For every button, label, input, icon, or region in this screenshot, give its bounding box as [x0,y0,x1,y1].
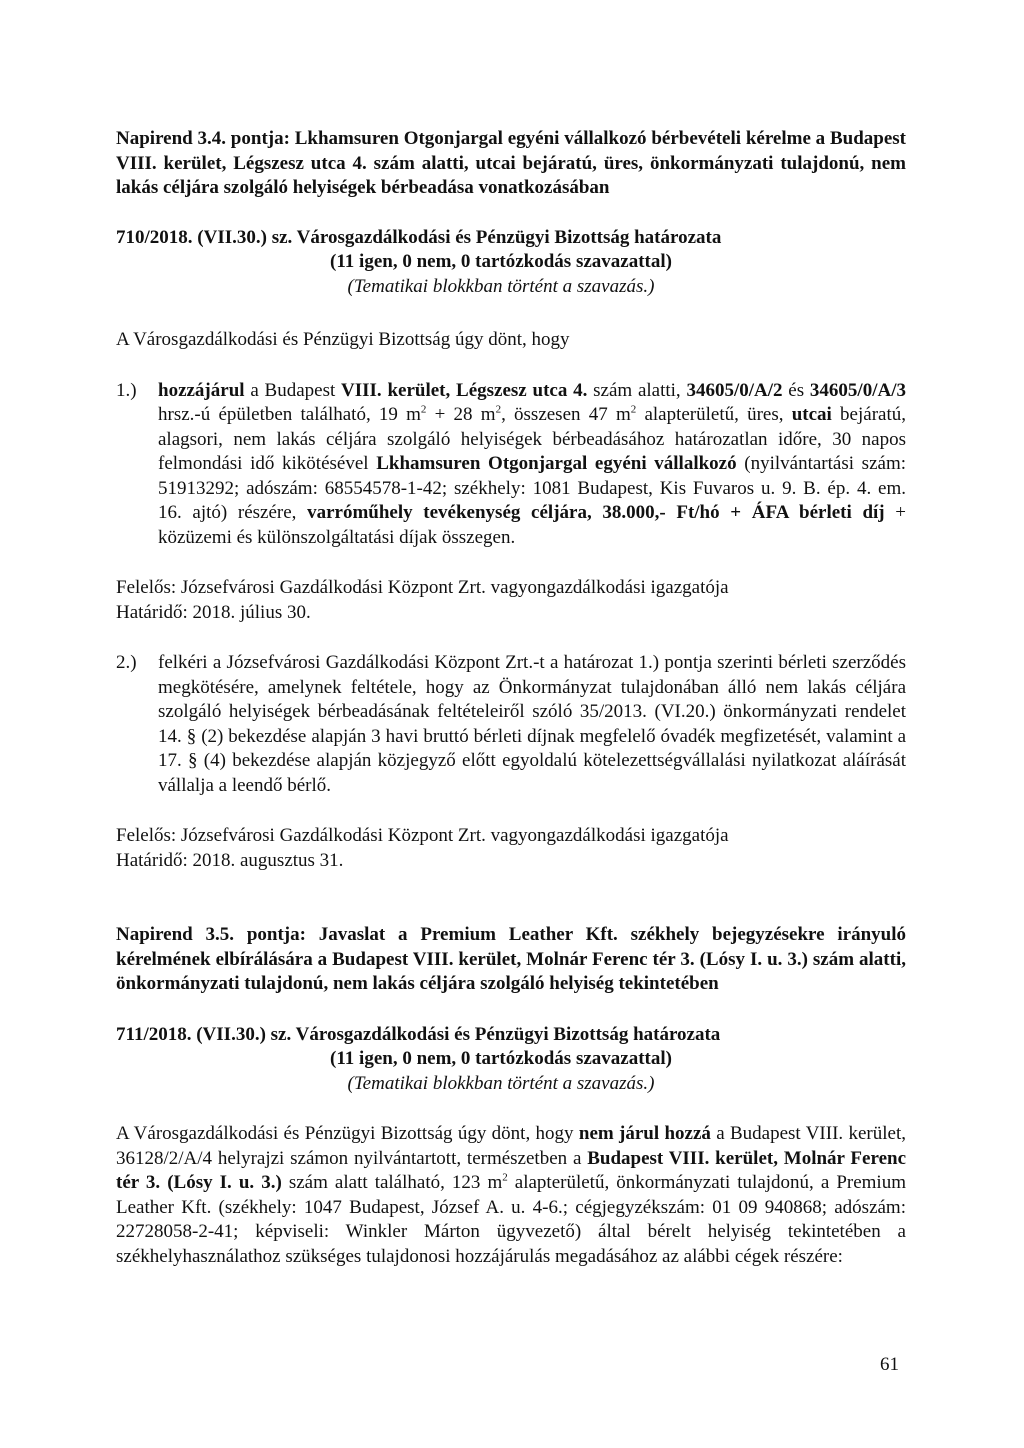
responsibility-block-1 [116,576,906,625]
deadline: Határidő: 2018. július 30. [116,601,311,623]
decision-intro: A Városgazdálkodási és Pénzügyi Bizottság úgy dönt, hogy [116,329,570,350]
responsibility-block-2 [116,824,906,873]
responsible-person: Felelős: Józsefvárosi Gazdálkodási Központ Zrt. vagyongazdálkodási igazgatója [116,577,729,598]
item-number: 1.) [116,379,137,401]
deadline: Határidő: 2018. augusztus 31. [116,849,344,871]
vote-result: (11 igen, 0 nem, 0 tartózkodás szavazattal) [330,251,672,272]
document-page [116,127,906,1269]
resolution-title: 711/2018. (VII.30.) sz. Városgazdálkodási és Pénzügyi Bizottság határozata [116,1023,721,1045]
item-text: hozzájárul a Budapest VIII. kerület, Légszesz utca 4. szám alatti, 34605/0/A/2 és 34605/0/A/3 hrsz.-ú épületben található, 19 $m^2 + 28$ $m^2$, összesen 47 $m^2$ alapterületű, üres, utcai bejáratú, alagsori, nem lakás céljára szolgáló helyiségek bérbeadásához határozatlan időre, 30 napos felmondási idő kikötésével Lkhamsuren Otgonjargal egyéni vállalkozó (nyilvántartási szám: 51913292; adószám: 68554578-1-42; székhely: 1081 Budapest, Kis Fuvaros u. 9. B. ép. 4. em. 16. ajtó) részére, varróműhely tevékenység céljára, 38.000,- Ft/hó + ÁFA bérleti díj + közüzemi és különszolgáltatási díjak összegen. [158,379,907,548]
vote-result: (11 igen, 0 nem, 0 tartózkodás szavazattal) [330,1048,672,1069]
vote-note: (Tematikai blokkban történt a szavazás.) [347,275,655,297]
resolution-block-711 [116,1023,906,1097]
page-number: 61 [880,1354,899,1375]
decision-item-1 [116,379,906,551]
resolution-block-710 [116,226,906,300]
agenda-heading-3-5: Napirend 3.5. pontja: Javaslat a Premium Leather Kft. székhely bejegyzésekre irányuló kérelmének elbírálására a Budapest VIII. kerület, Molnár Ferenc tér 3. (Lósy I. u. 3.) szám alatti, önkormányzati tulajdonú, nem lakás céljára szolgáló helyiség tekintetében [116,924,906,994]
item-text: felkéri a Józsefvárosi Gazdálkodási Központ Zrt.-t a határozat 1.) pontja szerinti bérleti szerződés megkötésére, amelynek feltétele, hogy az Önkormányzat tulajdonában álló nem lakás céljára szolgáló helyiségek bérbeadásának feltételeiről szóló 35/2013. (VI.20.) önkormányzati rendelet 14. § (2) bekezdése alapján 3 havi bruttó bérleti díjnak megfelelő óvadék megfizetését, valamint a 17. § (4) bekezdése alapján közjegyző előtt egyoldalú kötelezettségvállalási nyilatkozat aláírását vállalja a leendő bérlő. [158,652,906,796]
decision-item-2 [116,651,906,798]
decision-paragraph: A Városgazdálkodási és Pénzügyi Bizottság úgy dönt, hogy nem járul hozzá a Budapest VIII. kerület, 36128/2/A/4 helyrajzi számon nyilvántartott, természetben a Budapest VIII. kerület, Molnár Ferenc tér 3. (Lósy I. u. 3.) szám alatt található, 123 $m^2$ alapterületű, önkormányzati tulajdonú, a Premium Leather Kft. (székhely: 1047 Budapest, József A. u. 4-6.; cégjegyzékszám: 01 09 940868; adószám: 22728058-2-41; képviseli: Winkler Márton ügyvezető) által bérelt helyiség tekintetében a székhelyhasználathoz szükséges tulajdonosi hozzájárulás megadásához az alábbi cégek részére: [116,1123,906,1267]
resolution-title: 710/2018. (VII.30.) sz. Városgazdálkodási és Pénzügyi Bizottság határozata [116,226,722,248]
item-number: 2.) [116,652,137,673]
responsible-person: Felelős: Józsefvárosi Gazdálkodási Központ Zrt. vagyongazdálkodási igazgatója [116,825,729,846]
agenda-heading-3-4: Napirend 3.4. pontja: Lkhamsuren Otgonjargal egyéni vállalkozó bérbevételi kérelme a Budapest VIII. kerület, Légszesz utca 4. szám alatti, utcai bejáratú, üres, önkormányzati tulajdonú, nem lakás céljára szolgáló helyiségek bérbeadása vonatkozásában [116,128,906,198]
vote-note: (Tematikai blokkban történt a szavazás.) [347,1072,655,1094]
